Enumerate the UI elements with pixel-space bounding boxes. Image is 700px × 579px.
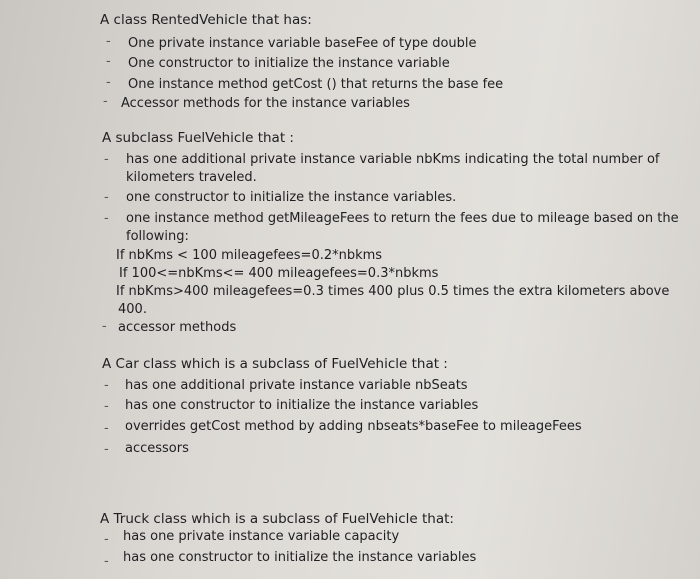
bullet-dash: - — [103, 94, 108, 109]
fuel-item-accessors: accessor methods — [118, 320, 237, 335]
car-heading: A Car class which is a subclass of FuelVehicle that : — [102, 356, 448, 372]
bullet-dash: - — [102, 319, 107, 334]
fuel-mileage-rules — [116, 247, 669, 319]
truck-heading: A Truck class which is a subclass of FuelVehicle that: — [100, 511, 454, 527]
bullet-dash: - — [104, 152, 109, 167]
fuel-item-nbkms — [126, 151, 659, 187]
bullet-dash: - — [104, 554, 109, 569]
fuel-vehicle-heading: A subclass FuelVehicle that : — [102, 130, 294, 146]
bullet-dash: - — [104, 211, 109, 226]
fuel-item-nbkms-line2: kilometers traveled. — [126, 170, 257, 185]
fuel-item-nbkms-line1: has one additional private instance variable nbKms indicating the total number of — [126, 152, 660, 167]
fuel-item-constructor: one constructor to initialize the instance variables. — [126, 190, 457, 205]
bullet-dash: - — [104, 532, 109, 547]
bullet-dash: - — [104, 399, 109, 414]
bullet-dash: - — [104, 421, 109, 436]
bullet-dash: - — [104, 378, 109, 393]
car-item-nbseats: has one additional private instance variable nbSeats — [125, 378, 468, 393]
bullet-dash: - — [106, 54, 111, 69]
truck-item-capacity: has one private instance variable capacity — [123, 529, 400, 544]
car-item-constructor: has one constructor to initialize the instance variables — [125, 398, 479, 413]
rented-item-constructor: One constructor to initialize the instance variable — [128, 56, 450, 71]
fuel-mileage-rule-mid: If 100<=nbKms<= 400 mileagefees=0.3*nbkms — [119, 266, 439, 281]
fuel-mileage-rule-high-cont: 400. — [118, 302, 147, 317]
fuel-item-getmileagefees — [126, 210, 679, 246]
rented-item-getcost: One instance method getCost () that returns the base fee — [128, 77, 504, 92]
car-item-getcost: overrides getCost method by adding nbseats*baseFee to mileageFees — [125, 419, 582, 434]
rented-vehicle-heading: A class RentedVehicle that has: — [100, 12, 312, 28]
truck-item-constructor: has one constructor to initialize the instance variables — [123, 550, 477, 565]
bullet-dash: - — [104, 442, 109, 457]
bullet-dash: - — [104, 190, 109, 205]
bullet-dash: - — [106, 34, 111, 49]
fuel-mileage-line2: following: — [126, 229, 189, 244]
fuel-mileage-line1: one instance method getMileageFees to return the fees due to mileage based on the — [126, 211, 679, 226]
bullet-dash: - — [106, 75, 111, 90]
rented-item-accessors: Accessor methods for the instance variables — [121, 96, 410, 111]
fuel-mileage-rule-low: If nbKms < 100 mileagefees=0.2*nbkms — [116, 248, 383, 263]
rented-item-basefee: One private instance variable baseFee of type double — [128, 36, 477, 51]
car-item-accessors: accessors — [125, 441, 189, 456]
fuel-mileage-rule-high: If nbKms>400 mileagefees=0.3 times 400 plus 0.5 times the extra kilometers above — [116, 284, 670, 299]
